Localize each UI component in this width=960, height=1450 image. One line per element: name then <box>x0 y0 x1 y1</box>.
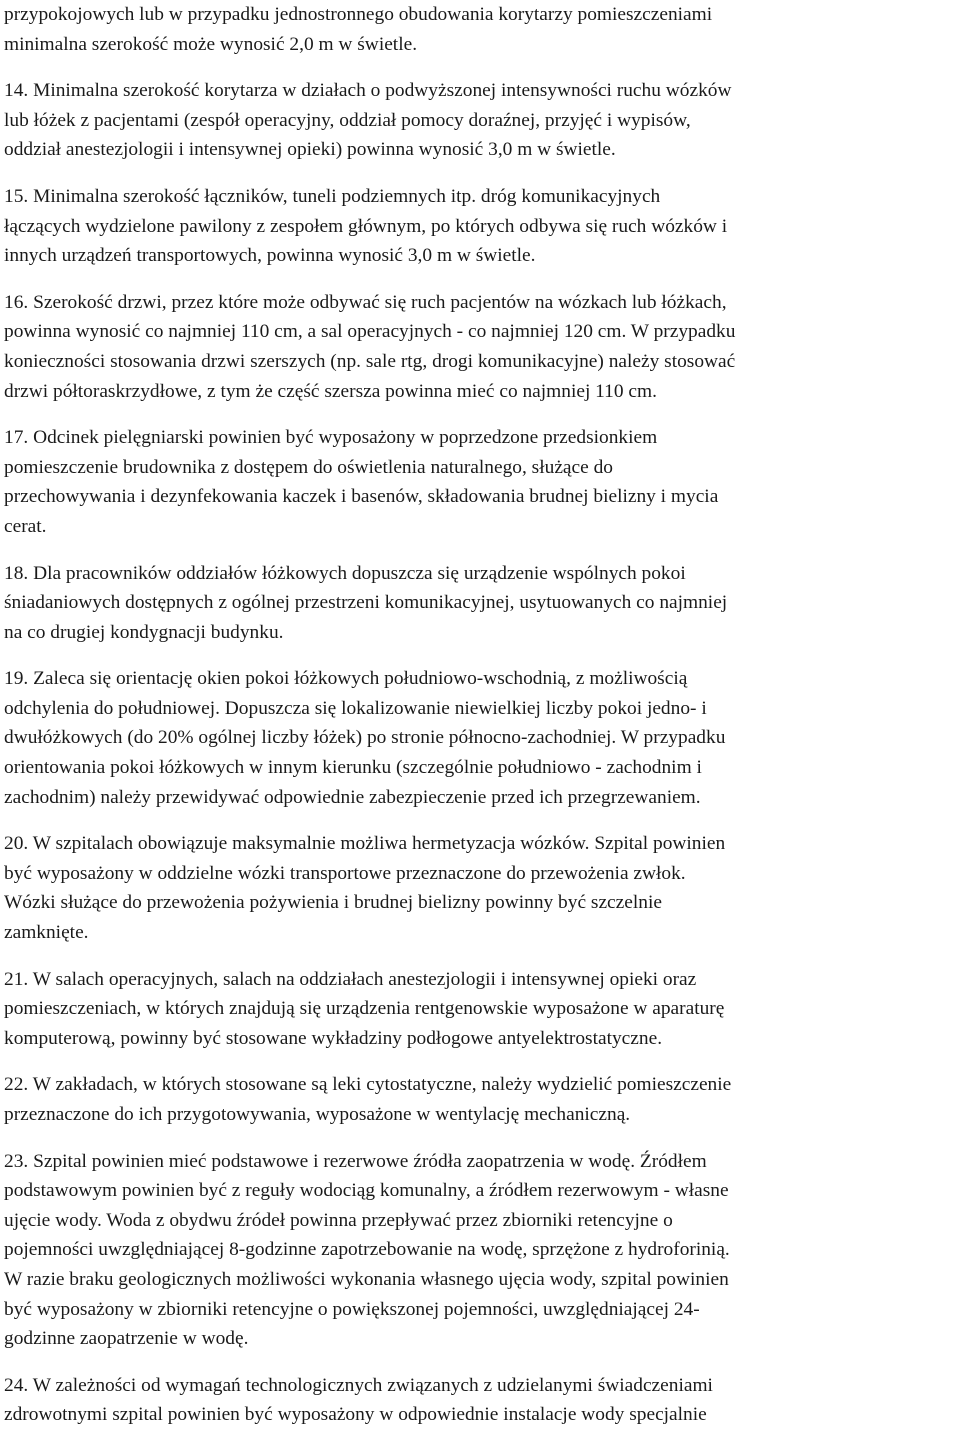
text-line: 24. W zależności od wymagań technologicznych związanych z udzielanymi świadczeniami <box>4 1374 713 1396</box>
text-line: zachodnim) należy przewidywać odpowiednie zabezpieczenie przed ich przegrzewaniem. <box>4 786 701 808</box>
text-line: drzwi półtoraskrzydłowe, z tym że część szersza powinna mieć co najmniej 110 cm. <box>4 380 657 402</box>
text-line: innych urządzeń transportowych, powinna wynosić 3,0 m w świetle. <box>4 245 536 267</box>
paragraph-18 <box>4 559 956 648</box>
paragraph-14 <box>4 76 956 165</box>
text-line: 20. W szpitalach obowiązuje maksymalnie możliwa hermetyzacja wózków. Szpital powinien <box>4 833 726 855</box>
text-line: być wyposażony w oddzielne wózki transportowe przeznaczone do przewożenia zwłok. <box>4 862 686 884</box>
text-line: podstawowym powinien być z reguły wodociąg komunalny, a źródłem rezerwowym - własne <box>4 1180 729 1202</box>
paragraph-22 <box>4 1070 956 1129</box>
text-line: 19. Zaleca się orientację okien pokoi łóżkowych południowo-wschodnią, z możliwością <box>4 668 688 690</box>
paragraph-17 <box>4 423 956 541</box>
paragraph-19 <box>4 664 956 812</box>
text-line: na co drugiej kondygnacji budynku. <box>4 621 284 643</box>
text-line: zamknięte. <box>4 922 89 944</box>
text-line: 17. Odcinek pielęgniarski powinien być wyposażony w poprzedzone przedsionkiem <box>4 427 658 449</box>
text-line: dwułóżkowych (do 20% ogólnej liczby łóżek) po stronie północno-zachodniej. W przypadku <box>4 727 726 749</box>
text-line: 22. W zakładach, w których stosowane są leki cytostatyczne, należy wydzielić pomieszczenie <box>4 1074 732 1096</box>
text-line: minimalna szerokość może wynosić 2,0 m w świetle. <box>4 33 418 55</box>
paragraph-20 <box>4 829 956 947</box>
text-line: przechowywania i dezynfekowania kaczek i basenów, składowania brudnej bielizny i mycia <box>4 486 719 508</box>
paragraph-24 <box>4 1371 956 1430</box>
text-line: powinna wynosić co najmniej 110 cm, a sal operacyjnych - co najmniej 120 cm. W przypadku <box>4 321 736 343</box>
text-line: ujęcie wody. Woda z obydwu źródeł powinna przepływać przez zbiorniki retencyjne o <box>4 1209 673 1231</box>
text-line: cerat. <box>4 515 47 537</box>
text-line: komputerową, powinny być stosowane wykładziny podłogowe antyelektrostatyczne. <box>4 1027 663 1049</box>
text-line: pomieszczeniach, w których znajdują się urządzenia rentgenowskie wyposażone w aparaturę <box>4 998 725 1020</box>
paragraph-15 <box>4 182 956 271</box>
text-line: odchylenia do południowej. Dopuszcza się lokalizowanie niewielkiej liczby pokoi jedno- i <box>4 697 707 719</box>
text-line: 18. Dla pracowników oddziałów łóżkowych dopuszcza się urządzenie wspólnych pokoi <box>4 562 686 584</box>
text-line: śniadaniowych dostępnych z ogólnej przestrzeni komunikacyjnej, usytuowanych co najmniej <box>4 592 728 614</box>
text-line: Wózki służące do przewożenia pożywienia i brudnej bielizny powinny być szczelnie <box>4 892 662 914</box>
text-line: 14. Minimalna szerokość korytarza w działach o podwyższonej intensywności ruchu wózków <box>4 80 732 102</box>
document-page <box>4 0 956 1447</box>
paragraph-16 <box>4 288 956 406</box>
text-line: 16. Szerokość drzwi, przez które może odbywać się ruch pacjentów na wózkach lub łóżkach, <box>4 291 727 313</box>
text-line: przeznaczone do ich przygotowywania, wyposażone w wentylację mechaniczną. <box>4 1104 631 1125</box>
text-line: W razie braku geologicznych możliwości wykonania własnego ujęcia wody, szpital powinien <box>4 1268 729 1290</box>
text-line: oddział anestezjologii i intensywnej opieki) powinna wynosić 3,0 m w świetle. <box>4 139 616 161</box>
text-line: przypokojowych lub w przypadku jednostronnego obudowania korytarzy pomieszczeniami <box>4 4 713 25</box>
paragraph-21 <box>4 965 956 1054</box>
text-line: pomieszczenie brudownika z dostępem do oświetlenia naturalnego, służące do <box>4 456 613 478</box>
text-line: konieczności stosowania drzwi szerszych (np. sale rtg, drogi komunikacyjne) należy stosować <box>4 350 736 372</box>
text-line: 21. W salach operacyjnych, salach na oddziałach anestezjologii i intensywnej opieki oraz <box>4 968 697 990</box>
text-line: lub łóżek z pacjentami (zespół operacyjny, oddział pomocy doraźnej, przyjęć i wypisów, <box>4 109 691 131</box>
text-line: łączących wydzielone pawilony z zespołem głównym, po których odbywa się ruch wózków i <box>4 215 728 237</box>
paragraph-13-continuation <box>4 0 956 59</box>
text-line: orientowania pokoi łóżkowych w innym kierunku (szczególnie południowo - zachodnim i <box>4 757 702 779</box>
paragraph-23 <box>4 1147 956 1354</box>
text-line: godzinne zaopatrzenie w wodę. <box>4 1328 249 1350</box>
text-line: 23. Szpital powinien mieć podstawowe i rezerwowe źródła zaopatrzenia w wodę. Źródłem <box>4 1150 707 1172</box>
text-line: zdrowotnymi szpital powinien być wyposażony w odpowiednie instalacje wody specjalnie <box>4 1404 707 1426</box>
text-line: 15. Minimalna szerokość łączników, tuneli podziemnych itp. dróg komunikacyjnych <box>4 185 661 207</box>
text-line: pojemności uwzględniającej 8-godzinne zapotrzebowanie na wodę, sprzężone z hydroforinią. <box>4 1239 730 1261</box>
text-line: być wyposażony w zbiorniki retencyjne o powiększonej pojemności, uwzględniającej 24- <box>4 1298 700 1320</box>
